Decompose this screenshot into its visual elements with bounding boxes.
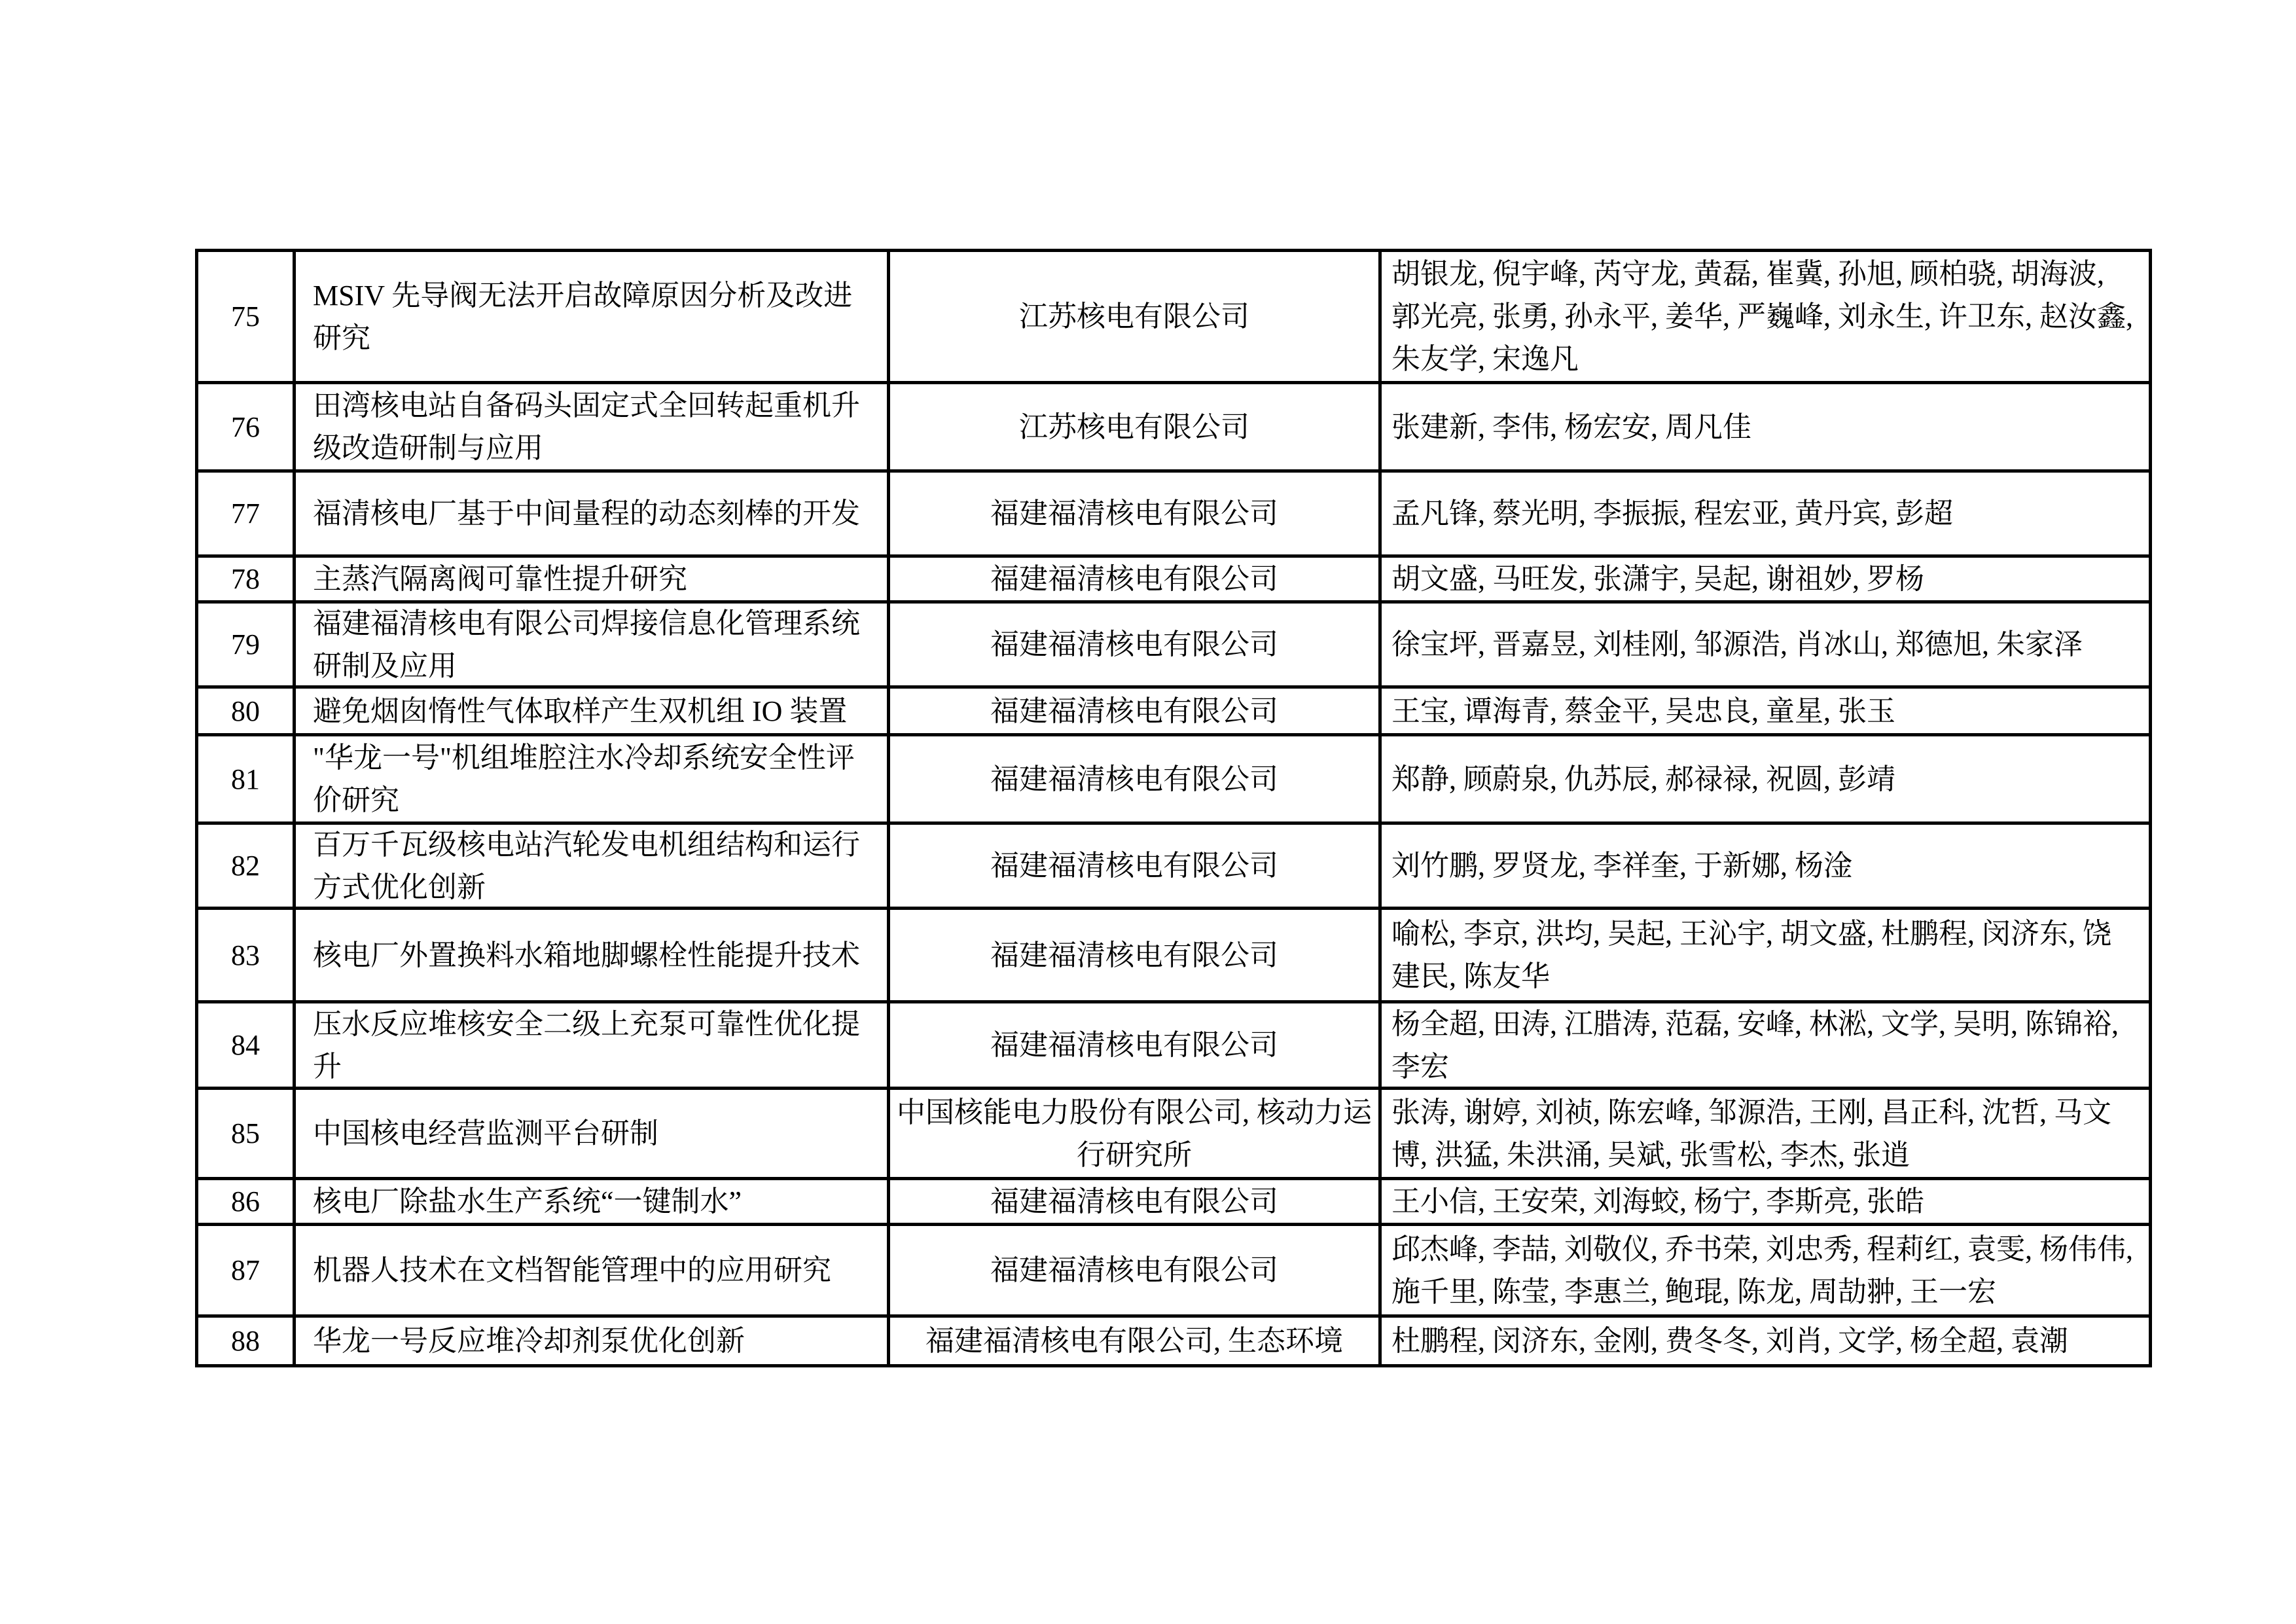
- organization-cell: 福建福清核电有限公司: [890, 558, 1382, 604]
- authors-cell: 刘竹鹏, 罗贤龙, 李祥奎, 于新娜, 杨淦: [1382, 825, 2152, 910]
- authors-cell: 喻松, 李京, 洪均, 吴起, 王沁宇, 胡文盛, 杜鹏程, 闵济东, 饶建民, 陈友华: [1382, 910, 2152, 1003]
- row-number-cell: 80: [198, 689, 296, 736]
- project-title-cell: "华龙一号"机组堆腔注水冷却系统安全性评价研究: [296, 736, 890, 825]
- row-number-cell: 75: [198, 252, 296, 384]
- organization-cell: 福建福清核电有限公司: [890, 910, 1382, 1003]
- authors-cell: 杨全超, 田涛, 江腊涛, 范磊, 安峰, 林淞, 文学, 吴明, 陈锦裕, 李宏: [1382, 1003, 2152, 1090]
- authors-cell: 王宝, 谭海青, 蔡金平, 吴忠良, 童星, 张玉: [1382, 689, 2152, 736]
- project-title-cell: MSIV 先导阀无法开启故障原因分析及改进研究: [296, 252, 890, 384]
- row-number-cell: 85: [198, 1090, 296, 1180]
- row-number-cell: 87: [198, 1226, 296, 1318]
- project-title-cell: 华龙一号反应堆冷却剂泵优化创新: [296, 1318, 890, 1367]
- authors-cell: 张涛, 谢婷, 刘祯, 陈宏峰, 邹源浩, 王刚, 昌正科, 沈哲, 马文博, 洪猛, 朱洪涌, 吴斌, 张雪松, 李杰, 张逍: [1382, 1090, 2152, 1180]
- organization-cell: 福建福清核电有限公司: [890, 1003, 1382, 1090]
- row-number-cell: 81: [198, 736, 296, 825]
- authors-cell: 郑静, 顾蔚泉, 仇苏辰, 郝禄禄, 祝圆, 彭靖: [1382, 736, 2152, 825]
- authors-cell: 王小信, 王安荣, 刘海蛟, 杨宁, 李斯亮, 张皓: [1382, 1180, 2152, 1226]
- authors-cell: 邱杰峰, 李喆, 刘敬仪, 乔书荣, 刘忠秀, 程莉红, 袁雯, 杨伟伟, 施千里, 陈莹, 李惠兰, 鲍琨, 陈龙, 周劼翀, 王一宏: [1382, 1226, 2152, 1318]
- organization-cell: 福建福清核电有限公司: [890, 1180, 1382, 1226]
- authors-cell: 张建新, 李伟, 杨宏安, 周凡佳: [1382, 384, 2152, 473]
- row-number-cell: 76: [198, 384, 296, 473]
- project-title-cell: 主蒸汽隔离阀可靠性提升研究: [296, 558, 890, 604]
- organization-cell: 福建福清核电有限公司: [890, 825, 1382, 910]
- row-number-cell: 86: [198, 1180, 296, 1226]
- row-number-cell: 77: [198, 473, 296, 558]
- project-title-cell: 百万千瓦级核电站汽轮发电机组结构和运行方式优化创新: [296, 825, 890, 910]
- authors-cell: 胡银龙, 倪宇峰, 芮守龙, 黄磊, 崔冀, 孙旭, 顾柏骁, 胡海波, 郭光亮, 张勇, 孙永平, 姜华, 严巍峰, 刘永生, 许卫东, 赵汝鑫, 朱友学, 宋逸凡: [1382, 252, 2152, 384]
- project-title-cell: 机器人技术在文档智能管理中的应用研究: [296, 1226, 890, 1318]
- project-title-cell: 核电厂除盐水生产系统“一键制水”: [296, 1180, 890, 1226]
- organization-cell: 福建福清核电有限公司: [890, 604, 1382, 689]
- row-number-cell: 84: [198, 1003, 296, 1090]
- row-number-cell: 83: [198, 910, 296, 1003]
- organization-cell: 江苏核电有限公司: [890, 252, 1382, 384]
- organization-cell: 江苏核电有限公司: [890, 384, 1382, 473]
- organization-cell: 福建福清核电有限公司: [890, 1226, 1382, 1318]
- authors-cell: 杜鹏程, 闵济东, 金刚, 费冬冬, 刘肖, 文学, 杨全超, 袁潮: [1382, 1318, 2152, 1367]
- authors-cell: 孟凡锋, 蔡光明, 李振振, 程宏亚, 黄丹宾, 彭超: [1382, 473, 2152, 558]
- project-title-cell: 避免烟囱惰性气体取样产生双机组 IO 装置: [296, 689, 890, 736]
- project-title-cell: 压水反应堆核安全二级上充泵可靠性优化提升: [296, 1003, 890, 1090]
- row-number-cell: 88: [198, 1318, 296, 1367]
- project-title-cell: 福建福清核电有限公司焊接信息化管理系统研制及应用: [296, 604, 890, 689]
- project-title-cell: 田湾核电站自备码头固定式全回转起重机升级改造研制与应用: [296, 384, 890, 473]
- row-number-cell: 82: [198, 825, 296, 910]
- project-title-cell: 中国核电经营监测平台研制: [296, 1090, 890, 1180]
- project-title-cell: 核电厂外置换料水箱地脚螺栓性能提升技术: [296, 910, 890, 1003]
- row-number-cell: 78: [198, 558, 296, 604]
- authors-cell: 徐宝坪, 晋嘉昱, 刘桂刚, 邹源浩, 肖冰山, 郑德旭, 朱家泽: [1382, 604, 2152, 689]
- organization-cell: 福建福清核电有限公司, 生态环境: [890, 1318, 1382, 1367]
- organization-cell: 福建福清核电有限公司: [890, 736, 1382, 825]
- organization-cell: 中国核能电力股份有限公司, 核动力运行研究所: [890, 1090, 1382, 1180]
- organization-cell: 福建福清核电有限公司: [890, 473, 1382, 558]
- row-number-cell: 79: [198, 604, 296, 689]
- organization-cell: 福建福清核电有限公司: [890, 689, 1382, 736]
- project-title-cell: 福清核电厂基于中间量程的动态刻棒的开发: [296, 473, 890, 558]
- authors-cell: 胡文盛, 马旺发, 张潇宇, 吴起, 谢祖妙, 罗杨: [1382, 558, 2152, 604]
- awards-table: [195, 249, 2152, 1367]
